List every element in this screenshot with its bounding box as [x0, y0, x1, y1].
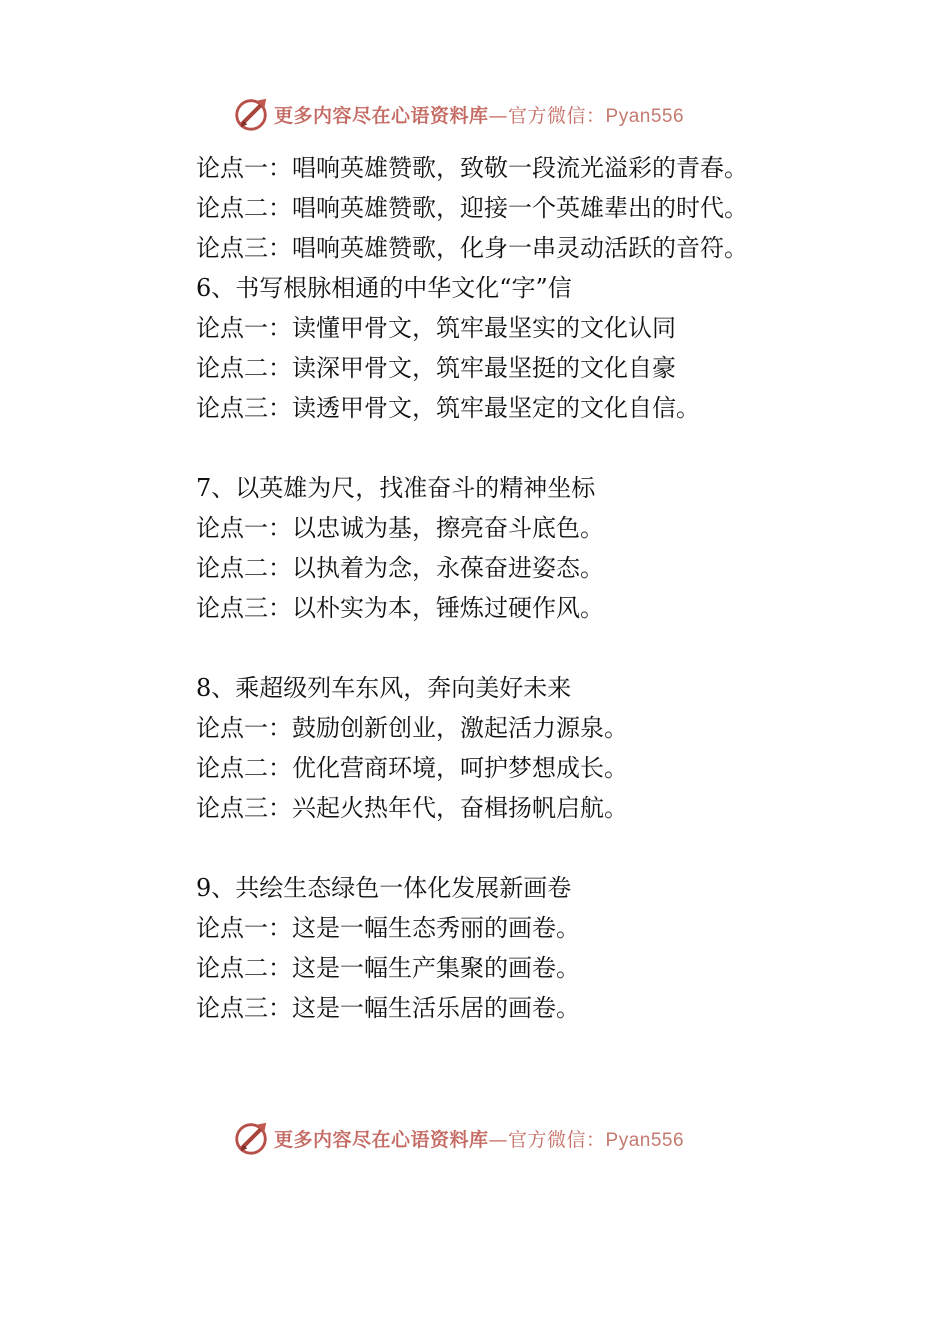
section-6: [196, 268, 896, 428]
point-line: 论点一：唱响英雄赞歌，致敬一段流光溢彩的青春。: [196, 154, 748, 182]
section-heading: 7、以英雄为尺，找准奋斗的精神坐标: [196, 474, 596, 502]
point-line: 论点三：兴起火热年代，奋楫扬帆启航。: [196, 794, 628, 822]
point-line: 论点一：读懂甲骨文，筑牢最坚实的文化认同: [196, 314, 676, 342]
point-line: 论点三：以朴实为本，锤炼过硬作风。: [196, 594, 604, 622]
banner-wechat-id: Pyan556: [605, 105, 685, 127]
point-line: 论点二：这是一幅生产集聚的画卷。: [196, 954, 580, 982]
point-line: 论点二：优化营商环境，呵护梦想成长。: [196, 754, 628, 782]
blank-line: [196, 828, 896, 868]
banner-dash: —: [488, 104, 509, 127]
banner-wechat-id: Pyan556: [605, 1129, 685, 1151]
point-line: 论点三：这是一幅生活乐居的画卷。: [196, 994, 580, 1022]
point-line: 论点三：读透甲骨文，筑牢最坚定的文化自信。: [196, 394, 700, 422]
footer-banner: [232, 1118, 732, 1158]
point-line: 论点一：这是一幅生态秀丽的画卷。: [196, 914, 580, 942]
point-line: 论点二：唱响英雄赞歌，迎接一个英雄辈出的时代。: [196, 194, 748, 222]
document-body: [196, 148, 896, 1028]
section-heading: 6、书写根脉相通的中华文化“字”信: [196, 274, 572, 302]
section-heading: 9、共绘生态绿色一体化发展新画卷: [196, 874, 572, 902]
section-9: [196, 868, 896, 1028]
banner-wechat-label: 官方微信：: [508, 1128, 606, 1151]
banner-dash: —: [488, 1128, 509, 1151]
point-line: 论点二：读深甲骨文，筑牢最坚挺的文化自豪: [196, 354, 676, 382]
banner-library-text: 更多内容尽在心语资料库: [274, 104, 489, 127]
section-8: [196, 668, 896, 828]
banner-library-text: 更多内容尽在心语资料库: [274, 1128, 489, 1151]
point-line: 论点二：以执着为念，永葆奋进姿态。: [196, 554, 604, 582]
point-line: 论点三：唱响英雄赞歌，化身一串灵动活跃的音符。: [196, 234, 748, 262]
blank-line: [196, 428, 896, 468]
quill-logo-icon: [232, 95, 270, 133]
section-heading: 8、乘超级列车东风，奔向美好未来: [196, 674, 572, 702]
blank-line: [196, 628, 896, 668]
point-line: 论点一：以忠诚为基，擦亮奋斗底色。: [196, 514, 604, 542]
section-5-points: [196, 148, 896, 268]
section-7: [196, 468, 896, 628]
quill-logo-icon: [232, 1119, 270, 1157]
header-banner: [232, 94, 732, 134]
banner-wechat-label: 官方微信：: [508, 104, 606, 127]
point-line: 论点一：鼓励创新创业，激起活力源泉。: [196, 714, 628, 742]
